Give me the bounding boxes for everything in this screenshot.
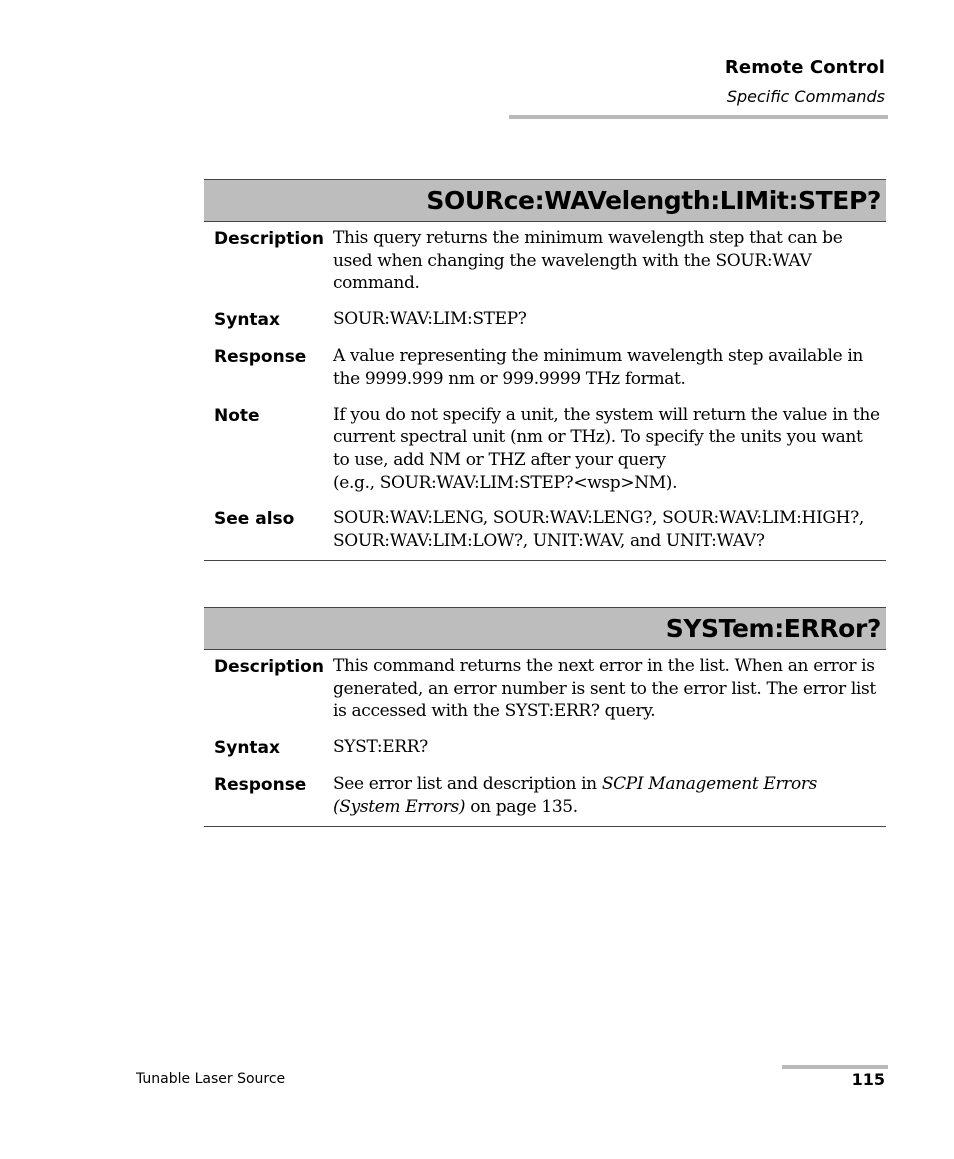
see-also-row [204,507,886,552]
row-label: Description [214,657,324,677]
footer-document-title: Tunable Laser Source [136,1071,286,1087]
row-value: This command returns the next error in the list. When an error is generated, an error number is sent to the error list. The error list is accessed with the SYST:ERR? query. [333,656,876,722]
response-row [204,345,886,390]
note-example: (e.g., SOUR:WAV:LIM:STEP?<wsp>NM). [333,472,678,493]
command-title: SYSTem:ERRor? [204,607,886,650]
header-title: Remote Control [724,57,885,78]
syntax-row [204,308,886,332]
response-text-pre: See error list and description in [333,774,602,795]
row-label: Response [214,347,307,368]
row-label: See also [214,509,295,530]
command-rows [204,650,886,827]
row-value [333,773,886,818]
header-subtitle: Specific Commands [726,87,885,106]
row-value: This query returns the minimum wavelength step that can be used when changing the wavelength with the SOUR:WAV command. [333,228,843,294]
header-rule [509,115,888,119]
footer-rule [782,1065,888,1069]
command-title: SOURce:WAVelength:LIMit:STEP? [204,179,886,222]
row-value: A value representing the minimum wavelength step available in the 9999.999 nm or 999.9999 THz format. [333,346,864,389]
note-row [204,404,886,495]
command-block-system-error [204,607,886,827]
row-label: Syntax [214,310,280,331]
row-value: SOUR:WAV:LIM:STEP? [333,309,527,330]
note-text: If you do not specify a unit, the system will return the value in the current spectral unit (nm or THz). To specify the units you want to use, add NM or THZ after your query [333,404,880,470]
page-number: 115 [851,1070,885,1089]
row-value: SYST:ERR? [333,737,428,758]
response-text-post: on page 135. [465,796,578,817]
command-block-source-wavelength-limit-step [204,179,886,561]
syntax-row [204,736,886,760]
row-value: SOUR:WAV:LENG, SOUR:WAV:LENG?, SOUR:WAV:LIM:HIGH?, SOUR:WAV:LIM:LOW?, UNIT:WAV, and UNIT:WAV? [333,508,864,552]
row-label: Response [214,775,307,796]
description-row [204,227,886,295]
row-value [333,404,886,495]
row-label: Note [214,405,260,426]
row-label: Syntax [214,738,280,759]
row-label: Description [214,229,324,249]
command-rows [204,222,886,561]
response-row [204,773,886,818]
description-row [204,655,886,723]
cross-reference-link[interactable]: SCPI Management Errors (System Errors) [333,774,818,817]
